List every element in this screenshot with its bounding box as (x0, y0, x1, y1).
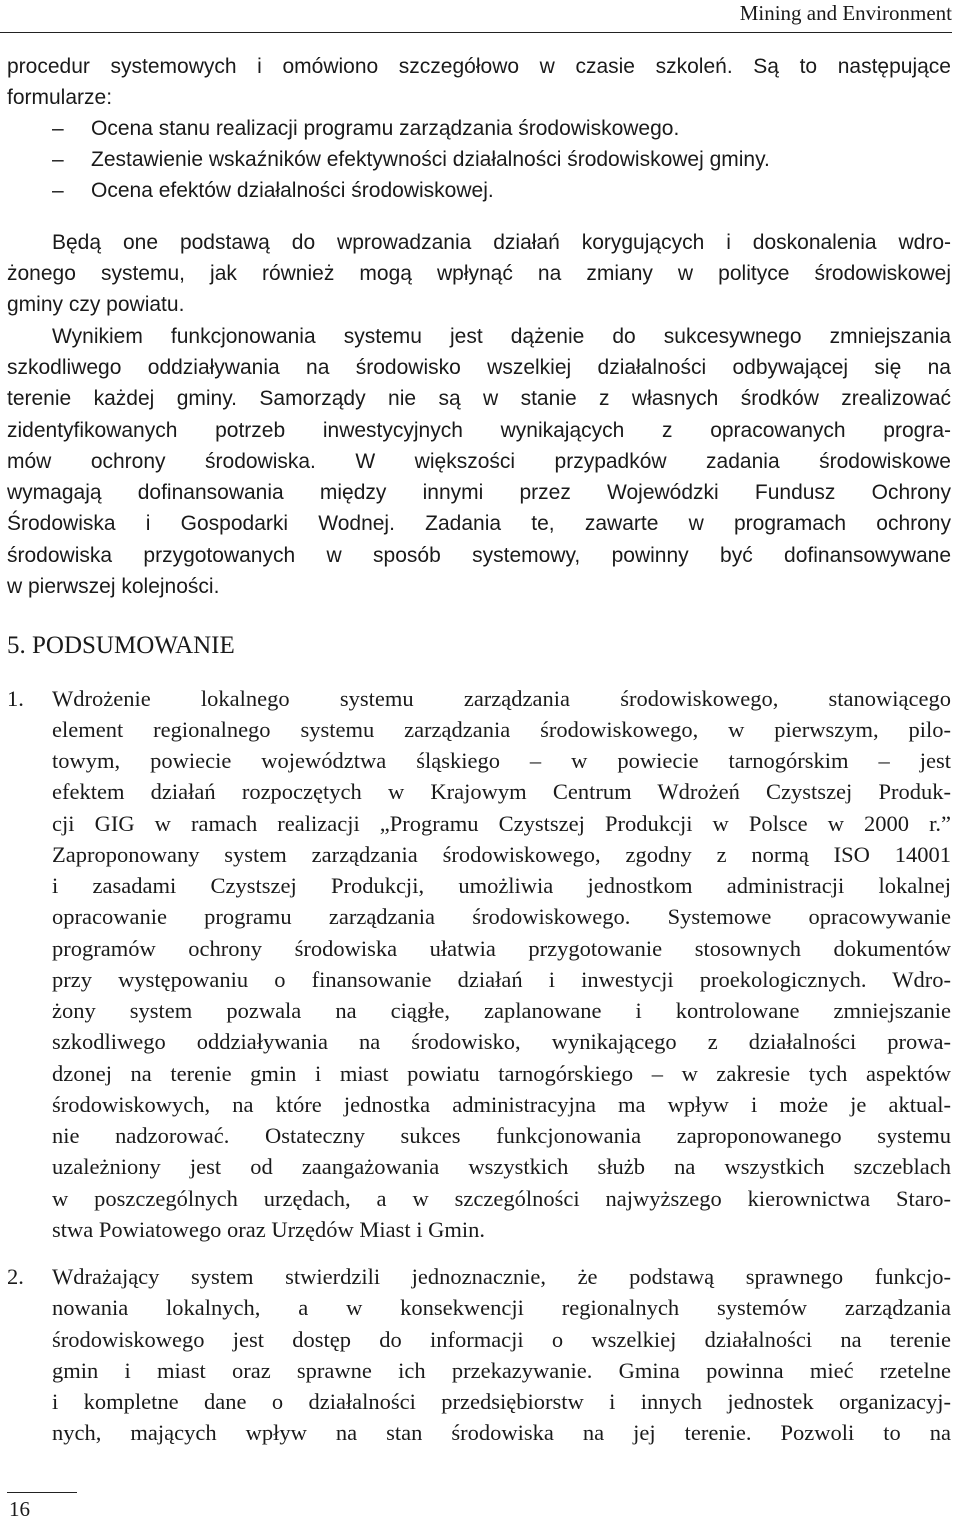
text-line: i kompletne dane o działalności przedsiębiorstw i innych jednostek organizacyj- (52, 1389, 951, 1414)
list-item-text: Zestawienie wskaźników efektywności działalności środowiskowej gminy. (91, 148, 770, 171)
text-line: cji GIG w ramach realizacji „Programu Czystszej Produkcji w Polsce w 2000 r.” (52, 811, 951, 836)
dash-bullet: – (52, 148, 64, 171)
text-line: i zasadami Czystszej Produkcji, umożliwia jednostkom administracji lokalnej (52, 873, 951, 898)
text-line: nowania lokalnych, a w konsekwencji regionalnych systemów zarządzania (52, 1295, 951, 1320)
text-line: mów ochrony środowiska. W większości przypadków zadania środowiskowe (7, 450, 951, 473)
text-line: środowiskowego jest dostęp do informacji o wszelkiej działalności na terenie (52, 1327, 951, 1352)
text-line: żonego systemu, jak również mogą wpłynąć na zmiany w polityce środowiskowej (7, 262, 951, 285)
text-line: przy występowaniu o finansowanie działań i inwestycji proekologicznych. Wdro- (52, 967, 951, 992)
text-line: Zaproponowany system zarządzania środowiskowego, zgodny z normą ISO 14001 (52, 842, 951, 867)
text-line: opracowanie programu zarządzania środowiskowego. Systemowe opracowywanie (52, 904, 951, 929)
text-line: w pierwszej kolejności. (7, 575, 220, 598)
text-line: wymagają dofinansowania między innymi przez Wojewódzki Fundusz Ochrony (7, 481, 951, 504)
text-line: dzonej na terenie gmin i miast powiatu tarnogórskiego – w zakresie tych aspektów (52, 1061, 951, 1086)
text-line: Środowiska i Gospodarki Wodnej. Zadania te, zawarte w programach ochrony (7, 512, 951, 535)
text-line: procedur systemowych i omówiono szczegółowo w czasie szkoleń. Są to następujące (7, 55, 951, 78)
text-line: zidentyfikowanych potrzeb inwestycyjnych wynikających z opracowanych progra- (7, 419, 951, 442)
text-line: efektem działań rozpoczętych w Krajowym Centrum Wdrożeń Czystszej Produk- (52, 779, 951, 804)
text-line: w poszczególnych urzędach, a w szczególności najwyższego kierownictwa Staro- (52, 1186, 951, 1211)
text-line: gminy czy powiatu. (7, 293, 185, 316)
list-item-text: Ocena efektów działalności środowiskowej. (91, 179, 494, 202)
text-line: terenie każdej gminy. Samorządy nie są w stanie z własnych środków zrealizować (7, 387, 951, 410)
text-line: formularze: (7, 86, 113, 109)
text-line: element regionalnego systemu zarządzania środowiskowego, w pierwszym, pilo- (52, 717, 951, 742)
text-line: nie nadzorować. Ostateczny sukces funkcjonowania zaproponowanego systemu (52, 1123, 951, 1148)
item-number: 2. (7, 1264, 24, 1289)
text-line: uzależniony jest od zaangażowania wszystkich służb na wszystkich szczeblach (52, 1154, 951, 1179)
text-line: gmin i miast oraz sprawne ich przekazywanie. Gmina powinna mieć rzetelne (52, 1358, 951, 1383)
text-line: towym, powiecie województwa śląskiego – w powiecie tarnogórskim – jest (52, 748, 951, 773)
text-line: programów ochrony środowiska ułatwia przygotowanie stosownych dokumentów (52, 936, 951, 961)
dash-bullet: – (52, 179, 64, 202)
text-line: żony system pozwala na ciągłe, zaplanowane i kontrolowane zmniejszanie (52, 998, 951, 1023)
item-number: 1. (7, 686, 24, 711)
dash-bullet: – (52, 117, 64, 140)
text-line: środowiska przygotowanych w sposób systemowy, powinny być dofinansowywane (7, 544, 951, 567)
text-line: środowiskowych, na które jednostka administracyjna ma wpływ i może je aktual- (52, 1092, 951, 1117)
running-header (0, 0, 952, 33)
journal-title: Mining and Environment (739, 1, 952, 25)
section-heading: 5. PODSUMOWANIE (7, 632, 235, 659)
page-number: 16 (9, 1497, 30, 1521)
text-line: stwa Powiatowego oraz Urzędów Miast i Gmin. (52, 1217, 486, 1242)
text-line: Wdrażający system stwierdzili jednoznacznie, że podstawą sprawnego funkcjo- (52, 1264, 951, 1289)
text-line: nych, mających wpływ na stan środowiska na jej terenie. Pozwoli to na (52, 1420, 951, 1445)
list-item-text: Ocena stanu realizacji programu zarządzania środowiskowego. (91, 117, 680, 140)
text-line: Będą one podstawą do wprowadzania działań korygujących i doskonalenia wdro- (52, 231, 951, 254)
text-line: szkodliwego oddziaływania na środowisko wszelkiej działalności odbywającej się na (7, 356, 951, 379)
text-line: szkodliwego oddziaływania na środowisko, wynikającego z działalności prowa- (52, 1029, 951, 1054)
text-line: Wynikiem funkcjonowania systemu jest dążenie do sukcesywnego zmniejszania (52, 325, 951, 348)
footer-rule (7, 1492, 77, 1493)
text-line: Wdrożenie lokalnego systemu zarządzania środowiskowego, stanowiącego (52, 686, 951, 711)
